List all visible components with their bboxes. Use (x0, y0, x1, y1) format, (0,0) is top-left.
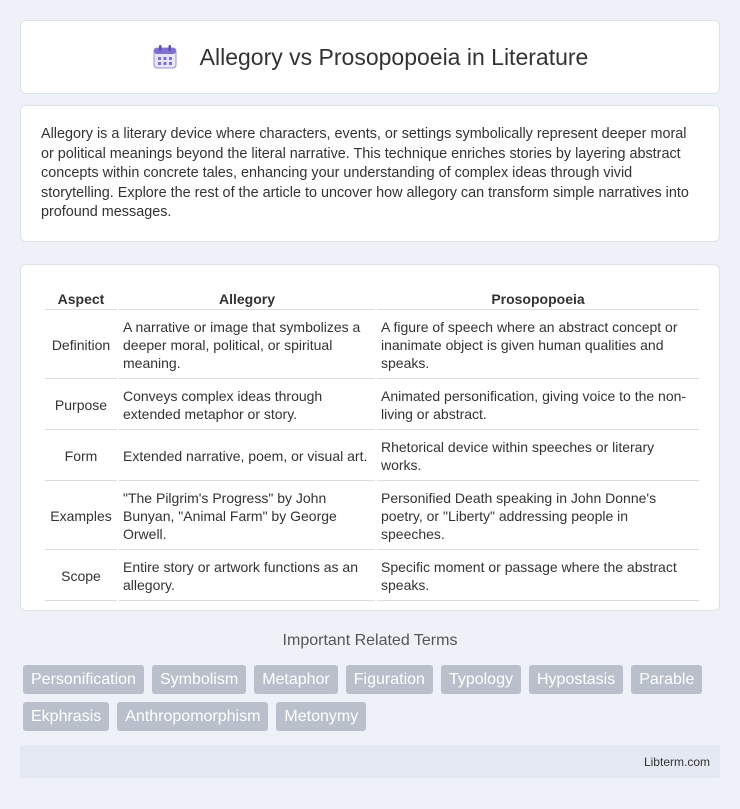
comparison-card (20, 264, 720, 611)
table-header-row (45, 287, 699, 310)
tag-parable[interactable]: Parable (631, 665, 702, 694)
tag-metaphor[interactable]: Metaphor (254, 665, 338, 694)
prosopopoeia-cell: A figure of speech where an abstract concept or inanimate object is given human qualities and speaks. (377, 312, 699, 379)
header-allegory: Allegory (119, 287, 375, 310)
header-prosopopoeia: Prosopopoeia (377, 287, 699, 310)
footer-site-link[interactable]: Libterm.com (643, 754, 710, 769)
title-card (20, 20, 720, 94)
related-terms-list (23, 665, 723, 731)
prosopopoeia-cell: Specific moment or passage where the abstract speaks. (377, 552, 699, 601)
tag-anthropomorphism[interactable]: Anthropomorphism (117, 702, 268, 731)
allegory-cell: Entire story or artwork functions as an allegory. (119, 552, 375, 601)
intro-text: Allegory is a literary device where characters, events, or settings symbolically represent deeper moral or political meanings beyond the literal narrative. This technique enriches stories by layering abstract concepts within concrete tales, enhancing your understanding of complex ideas through vivid storytelling. Explore the rest of the article to uncover how allegory can transform simple narratives into profound messages. (41, 126, 689, 220)
prosopopoeia-cell: Personified Death speaking in John Donne's poetry, or "Liberty" addressing people in speeches. (377, 483, 699, 550)
aspect-cell: Definition (45, 312, 117, 379)
tag-typology[interactable]: Typology (441, 665, 521, 694)
allegory-cell: A narrative or image that symbolizes a deeper moral, political, or spiritual meaning. (119, 312, 375, 379)
aspect-cell: Scope (45, 552, 117, 601)
table-row (45, 312, 699, 379)
prosopopoeia-cell: Rhetorical device within speeches or literary works. (377, 432, 699, 481)
allegory-cell: "The Pilgrim's Progress" by John Bunyan, "Animal Farm" by George Orwell. (119, 483, 375, 550)
footer (20, 745, 720, 778)
allegory-cell: Extended narrative, poem, or visual art. (119, 432, 375, 481)
header-aspect: Aspect (45, 287, 117, 310)
tag-symbolism[interactable]: Symbolism (152, 665, 246, 694)
table-row (45, 483, 699, 550)
aspect-cell: Purpose (45, 381, 117, 430)
comparison-table (43, 285, 701, 603)
tag-metonymy[interactable]: Metonymy (276, 702, 366, 731)
tag-hypostasis[interactable]: Hypostasis (529, 665, 623, 694)
related-terms-heading: Important Related Terms (282, 632, 458, 649)
table-row (45, 432, 699, 481)
allegory-cell: Conveys complex ideas through extended metaphor or story. (119, 381, 375, 430)
aspect-cell: Form (45, 432, 117, 481)
table-row (45, 552, 699, 601)
prosopopoeia-cell: Animated personification, giving voice to the non-living or abstract. (377, 381, 699, 430)
page-title: Allegory vs Prosopopoeia in Literature (199, 43, 589, 70)
calendar-icon (152, 44, 178, 70)
aspect-cell: Examples (45, 483, 117, 550)
table-row (45, 381, 699, 430)
tag-personification[interactable]: Personification (23, 665, 144, 694)
tag-ekphrasis[interactable]: Ekphrasis (23, 702, 109, 731)
tag-figuration[interactable]: Figuration (346, 665, 433, 694)
intro-card (20, 105, 720, 242)
